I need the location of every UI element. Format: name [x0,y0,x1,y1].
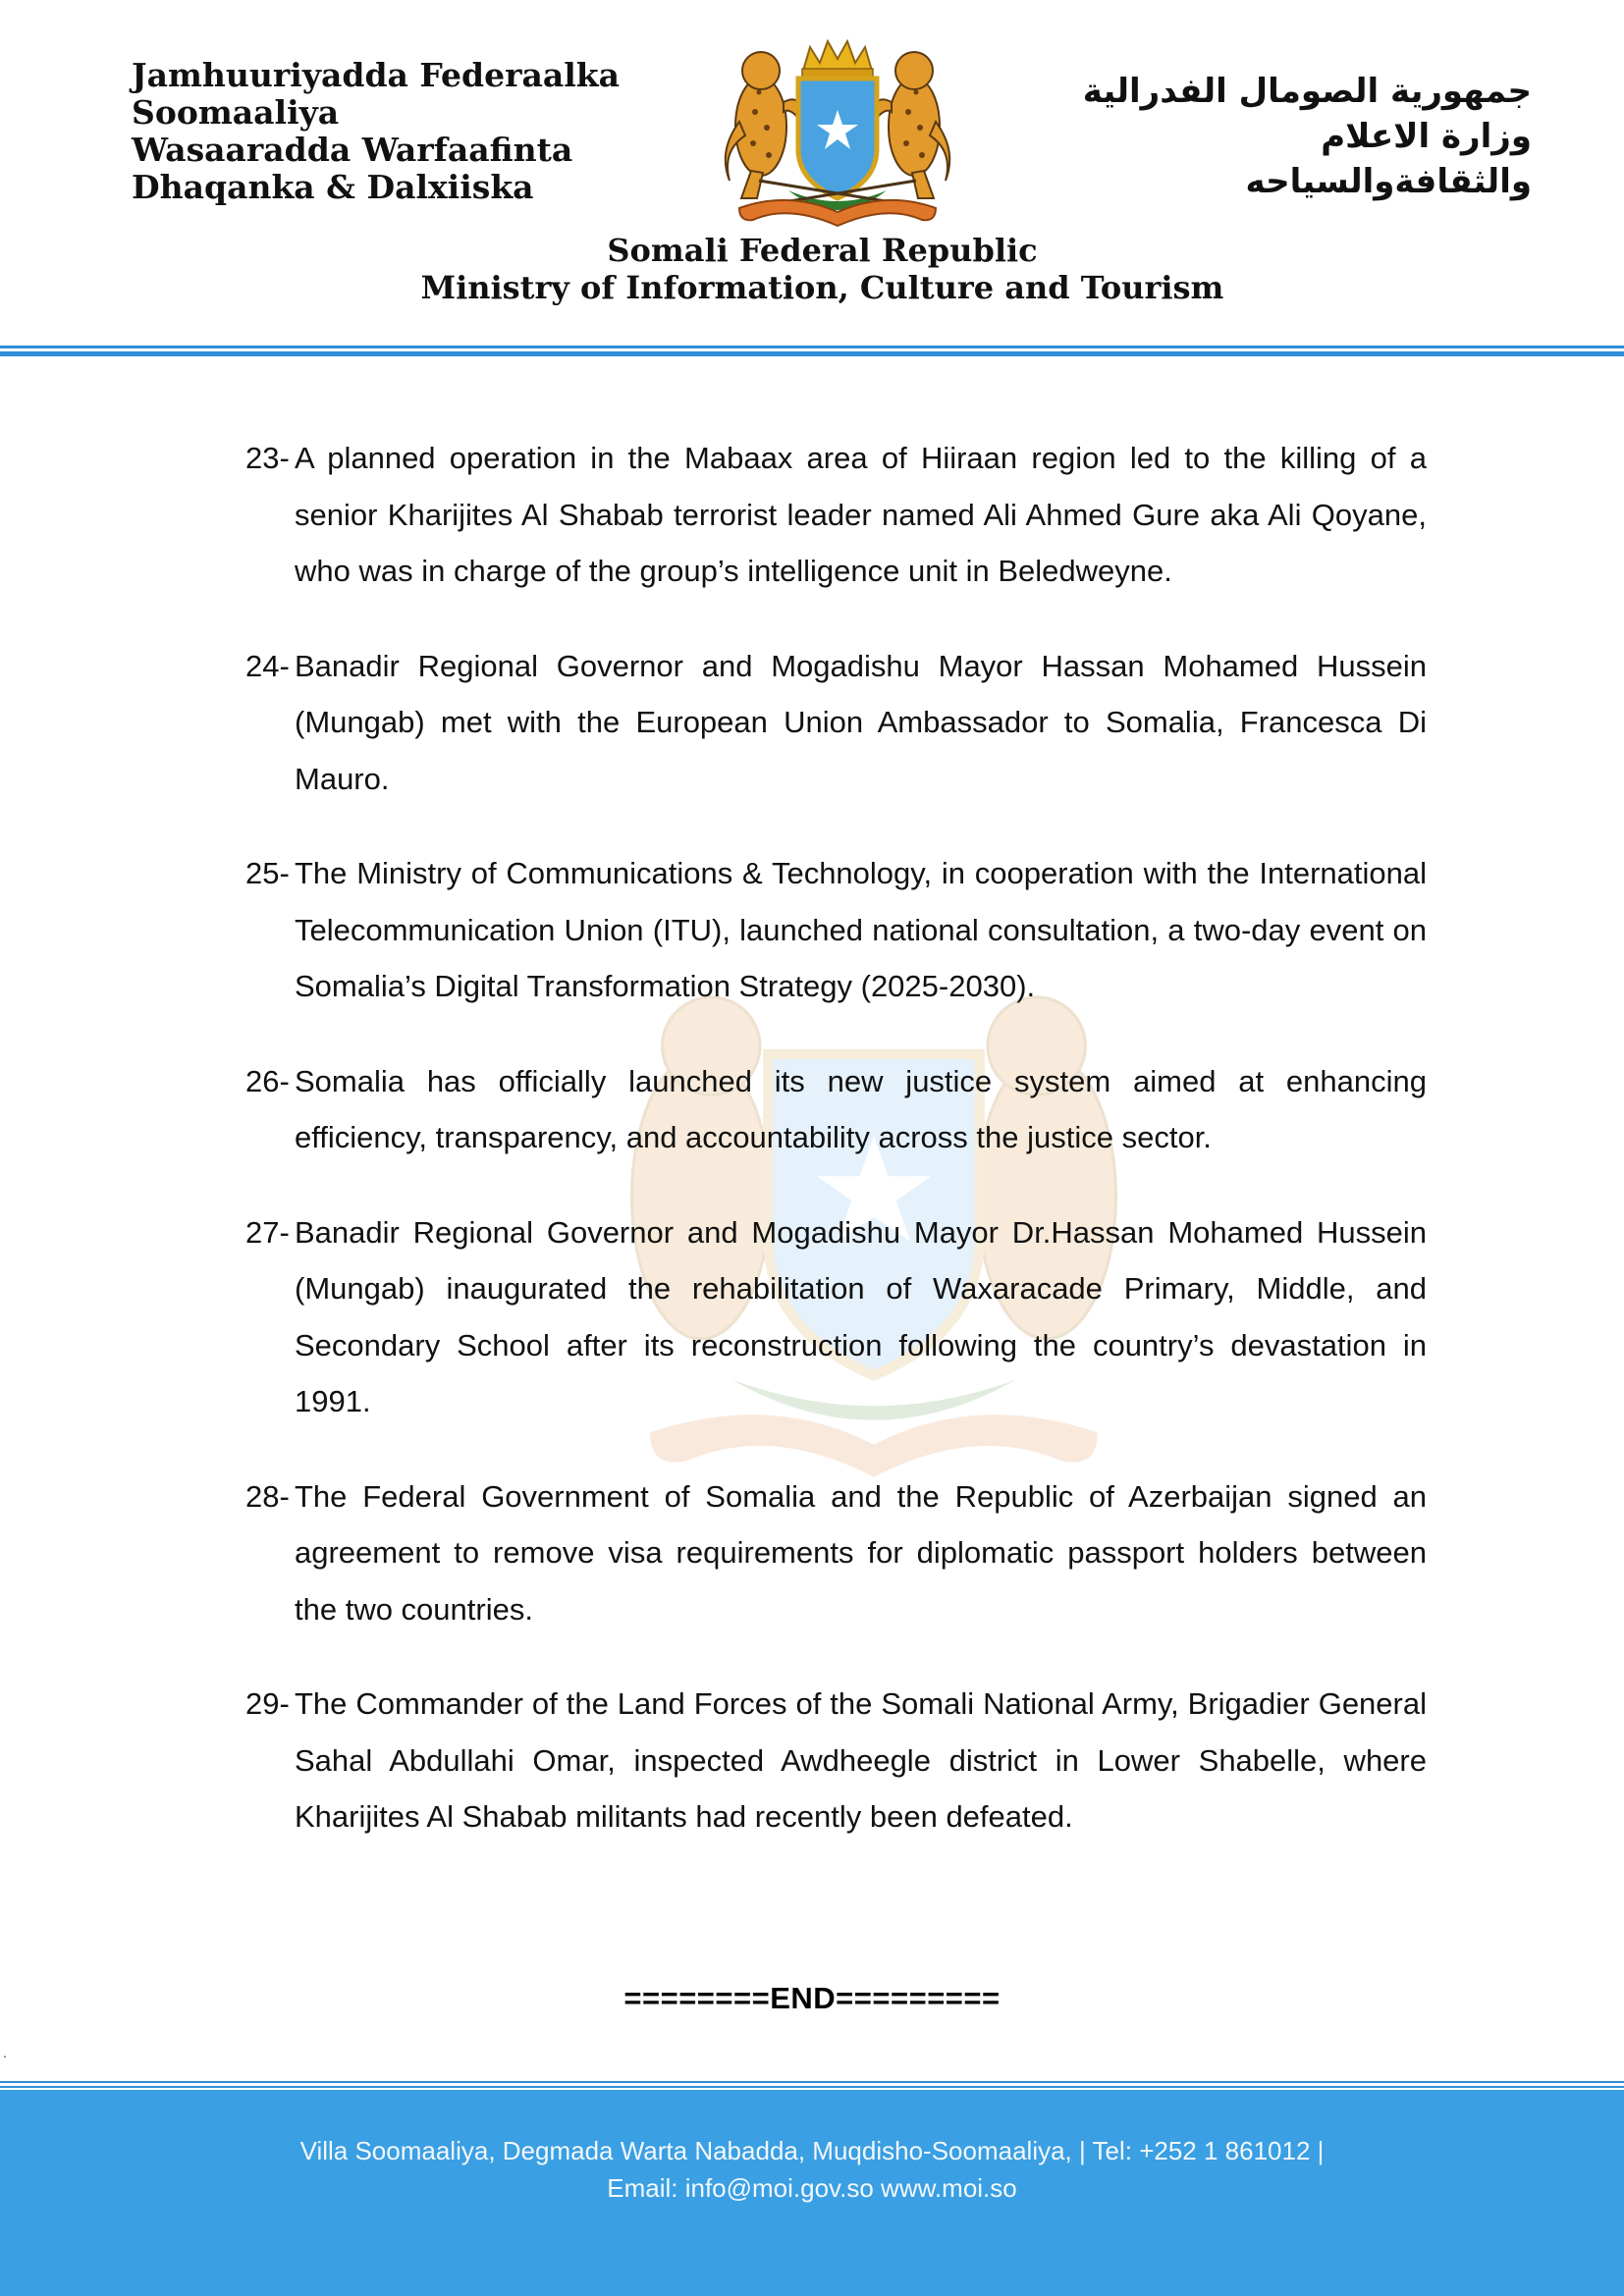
item-text: The Federal Government of Somalia and the Republic of Azerbaijan signed an agreement to remove visa requirements for diplomatic passport holders between the two countries. [295,1478,1427,1627]
letterhead-somali [132,57,620,206]
item-text: The Commander of the Land Forces of the Somali National Army, Brigadier General Sahal Abdullahi Omar, inspected Awdheegle district in Lower Shabelle, where Kharijites Al Shabab militants had recently been defeated. [295,1686,1427,1834]
letterhead-somali-line: Dhaqanka & Dalxiiska [132,168,534,206]
letterhead-arabic-line: والثقافةوالسياحه [1245,162,1532,201]
list-item [245,1053,1427,1166]
item-number: 27- [245,1214,290,1250]
letterhead-arabic [982,69,1532,204]
header-divider [0,346,1624,357]
list-item [245,1204,1427,1430]
footer-address: Villa Soomaaliya, Degmada Warta Nabadda, Muqdisho-Soomaaliya, | Tel: +252 1 861012 | [299,2136,1325,2165]
footer-contact: Email: info@moi.gov.so www.moi.so [607,2173,1017,2203]
list-item [245,1676,1427,1845]
letterhead-somali-line: Wasaaradda Warfaafinta [132,131,573,169]
list-item [245,1468,1427,1638]
list-item [245,845,1427,1015]
letterhead-arabic-line: وزارة الاعلام [1321,117,1532,156]
item-text: Somalia has officially launched its new justice system aimed at enhancing efficiency, transparency, and accountability across the justice sector. [295,1063,1427,1154]
news-item-list [245,430,1427,1884]
item-text: A planned operation in the Mabaax area of Hiiraan region led to the killing of a senior Kharijites Al Shabab terrorist leader named Ali Ahmed Gure aka Ali Qoyane, who was in charge of the group’s intelligence unit in Beledweyne. [295,441,1427,588]
letterhead-somali-line: Jamhuuriyadda Federaalka [132,56,621,94]
item-number: 26- [245,1063,290,1098]
item-number: 23- [245,441,290,475]
end-marker: ========END========= [623,1981,1001,2015]
item-number: 24- [245,648,290,683]
letterhead-english-line: Somali Federal Republic [607,232,1038,269]
letterhead-english [0,232,1624,306]
item-number: 25- [245,856,290,890]
item-number: 28- [245,1478,290,1514]
letterhead-english-line: Ministry of Information, Culture and Tourism [420,269,1224,306]
footer-bar [0,2090,1624,2296]
letterhead-somali-line: Soomaaliya [132,93,340,132]
item-number: 29- [245,1686,290,1721]
letterhead-arabic-line: جمهورية الصومال الفدرالية [1082,72,1532,111]
list-item [245,430,1427,600]
item-text: Banadir Regional Governor and Mogadishu Mayor Dr.Hassan Mohamed Hussein (Mungab) inaugurated the rehabilitation of Waxaracade Primary, Middle, and Secondary School after its reconstruction following the country’s devastation in 1991. [295,1214,1427,1418]
coat-of-arms-emblem [700,33,975,230]
item-text: Banadir Regional Governor and Mogadishu Mayor Hassan Mohamed Hussein (Mungab) met with the European Union Ambassador to Somalia, Francesca Di Mauro. [295,648,1427,796]
item-text: The Ministry of Communications & Technology, in cooperation with the International Telecommunication Union (ITU), launched national consultation, a two-day event on Somalia’s Digital Transformation Strategy (2025-2030). [295,856,1427,1003]
list-item [245,638,1427,808]
stray-mark: . [3,2045,7,2060]
